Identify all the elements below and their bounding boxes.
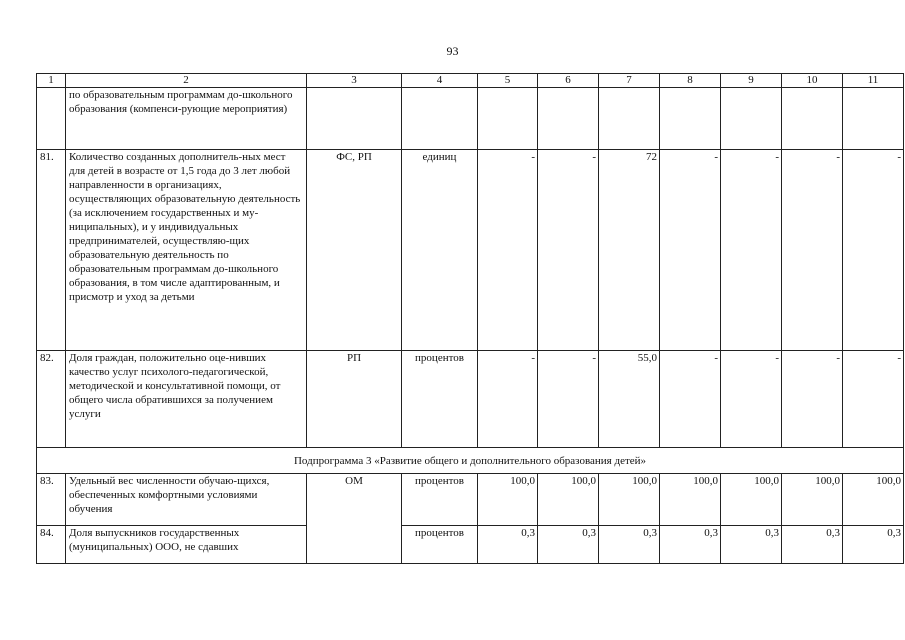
- table-row: [37, 150, 904, 351]
- header-cell: 6: [538, 74, 599, 88]
- header-cell: 4: [402, 74, 478, 88]
- value-cell: 0,3: [599, 526, 660, 564]
- value-cell: -: [538, 351, 599, 448]
- value-cell: -: [721, 150, 782, 351]
- value-cell: -: [782, 351, 843, 448]
- value-cell: 100,0: [599, 474, 660, 526]
- value-cell: 100,0: [782, 474, 843, 526]
- source-cell: РП: [307, 351, 402, 448]
- value-cell: 100,0: [843, 474, 904, 526]
- row-number: 83.: [37, 474, 66, 526]
- subprogram-title: Подпрограмма 3 «Развитие общего и дополнительного образования детей»: [37, 448, 904, 474]
- unit-cell: процентов: [402, 526, 478, 564]
- value-cell: 100,0: [721, 474, 782, 526]
- indicator-name: Удельный вес численности обучаю-щихся, обеспеченных комфортными условиями обучения: [66, 474, 307, 526]
- header-cell: 5: [478, 74, 538, 88]
- value-cell: 55,0: [599, 351, 660, 448]
- row-number: 82.: [37, 351, 66, 448]
- header-cell: 2: [66, 74, 307, 88]
- value-cell: -: [538, 150, 599, 351]
- source-cell: ОМ: [307, 474, 402, 564]
- value-cell: 100,0: [478, 474, 538, 526]
- header-cell: 7: [599, 74, 660, 88]
- value-cell: 100,0: [538, 474, 599, 526]
- header-cell: 10: [782, 74, 843, 88]
- subprogram-row: [37, 448, 904, 474]
- table-row: [37, 526, 904, 564]
- table-row: [37, 351, 904, 448]
- value-cell: 0,3: [721, 526, 782, 564]
- value-cell: 72: [599, 150, 660, 351]
- header-cell: 1: [37, 74, 66, 88]
- indicator-name: Доля выпускников государственных (муниципальных) ООО, не сдавших: [66, 526, 307, 564]
- header-cell: 9: [721, 74, 782, 88]
- header-cell: 3: [307, 74, 402, 88]
- value-cell: 0,3: [538, 526, 599, 564]
- value-cell: -: [843, 351, 904, 448]
- unit-cell: процентов: [402, 474, 478, 526]
- value-cell: 0,3: [478, 526, 538, 564]
- header-cell: 11: [843, 74, 904, 88]
- row-number: 81.: [37, 150, 66, 351]
- table-row: [37, 88, 904, 150]
- indicator-name: Доля граждан, положительно оце-нивших качество услуг психолого-педагогической, методической и консультативной помощи, от общего числа обратившихся за получением услуги: [66, 351, 307, 448]
- row-number: 84.: [37, 526, 66, 564]
- value-cell: -: [660, 150, 721, 351]
- value-cell: -: [843, 150, 904, 351]
- source-cell: ФС, РП: [307, 150, 402, 351]
- indicator-name: по образовательным программам до-школьного образования (компенси-рующие мероприятия): [66, 88, 307, 150]
- table-header-row: [37, 74, 904, 88]
- indicator-name: Количество созданных дополнитель-ных мест для детей в возрасте от 1,5 года до 3 лет любой направленности в организациях, осуществляющих образовательную деятельность (за исключением государственных и му-ниципальных), и у индивидуальных предпринимателей, осуществляю-щих образовательную деятельность по образовательным программам до-школьного образования, в том числе адаптированным, и присмотр и уход за детьми: [66, 150, 307, 351]
- page-number: 93: [446, 44, 459, 58]
- value-cell: 0,3: [782, 526, 843, 564]
- indicators-table: [36, 73, 904, 564]
- value-cell: -: [660, 351, 721, 448]
- unit-cell: процентов: [402, 351, 478, 448]
- value-cell: -: [721, 351, 782, 448]
- value-cell: 0,3: [843, 526, 904, 564]
- value-cell: -: [478, 150, 538, 351]
- table-row: [37, 474, 904, 526]
- header-cell: 8: [660, 74, 721, 88]
- value-cell: 0,3: [660, 526, 721, 564]
- value-cell: -: [782, 150, 843, 351]
- value-cell: 100,0: [660, 474, 721, 526]
- value-cell: -: [478, 351, 538, 448]
- unit-cell: единиц: [402, 150, 478, 351]
